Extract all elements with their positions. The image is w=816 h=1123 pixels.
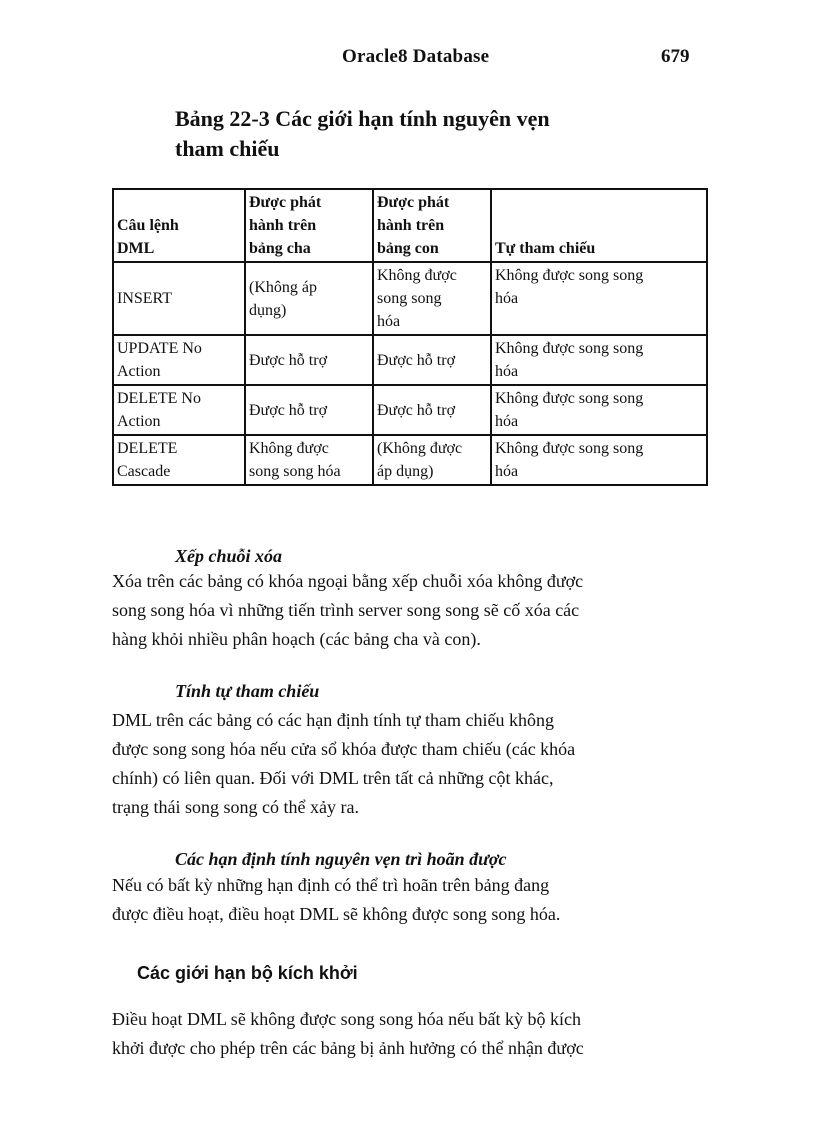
table-row <box>113 385 707 435</box>
cell-parent: Không được song song hóa <box>245 435 373 485</box>
cell-parent: Được hỗ trợ <box>245 335 373 385</box>
cell-self-reference: Không được song song hóa <box>491 435 707 485</box>
page-number: 679 <box>661 46 690 67</box>
table-row <box>113 435 707 485</box>
section-heading: Tính tự tham chiếu <box>175 681 320 701</box>
cell-self-reference: Không được song song hóa <box>491 262 707 335</box>
section-paragraph: Xóa trên các bảng có khóa ngoại bằng xếp chuỗi xóa không được song song hóa vì những tiến trình server song song sẽ cố xóa các hàng khỏi nhiều phân hoạch (các bảng cha và con). <box>112 571 584 649</box>
cell-statement: INSERT <box>113 262 245 335</box>
column-header-self-reference: Tự tham chiếu <box>491 189 707 262</box>
column-header-child: Được phát hành trên bảng con <box>373 189 491 262</box>
table-row <box>113 262 707 335</box>
cell-parent: Được hỗ trợ <box>245 385 373 435</box>
table-caption <box>175 104 645 164</box>
table-caption-line: Bảng 22-3 Các giới hạn tính nguyên vẹn <box>175 106 550 131</box>
running-title: Oracle8 Database <box>342 46 490 67</box>
integrity-limits-table <box>112 188 708 486</box>
cell-statement: DELETE Cascade <box>113 435 245 485</box>
table-caption-line: tham chiếu <box>175 136 280 161</box>
table-row <box>113 335 707 385</box>
cell-self-reference: Không được song song hóa <box>491 385 707 435</box>
cell-statement: DELETE No Action <box>113 385 245 435</box>
section-heading: Xếp chuỗi xóa <box>175 546 283 566</box>
cell-child: Được hỗ trợ <box>373 335 491 385</box>
column-header-parent: Được phát hành trên bảng cha <box>245 189 373 262</box>
section-paragraph: DML trên các bảng có các hạn định tính tự tham chiếu không được song song hóa nếu cửa sổ khóa được tham chiếu (các khóa chính) có liên quan. Đối với DML trên tất cả những cột khác, trạng thái song song có thể xảy ra. <box>112 710 576 817</box>
cell-statement: UPDATE No Action <box>113 335 245 385</box>
section-paragraph: Nếu có bất kỳ những hạn định có thể trì hoãn trên bảng đang được điều hoạt, điều hoạt DML sẽ không được song song hóa. <box>112 875 561 924</box>
section-heading: Các hạn định tính nguyên vẹn trì hoãn được <box>175 849 507 869</box>
column-header-statement: Câu lệnh DML <box>113 189 245 262</box>
cell-child: Được hỗ trợ <box>373 385 491 435</box>
table-header-row <box>113 189 707 262</box>
cell-child: Không được song song hóa <box>373 262 491 335</box>
trigger-section-heading: Các giới hạn bộ kích khởi <box>137 963 358 983</box>
cell-child: (Không được áp dụng) <box>373 435 491 485</box>
cell-parent: (Không áp dụng) <box>245 262 373 335</box>
cell-self-reference: Không được song song hóa <box>491 335 707 385</box>
trigger-section-paragraph: Điều hoạt DML sẽ không được song song hóa nếu bất kỳ bộ kích khởi được cho phép trên các bảng bị ảnh hưởng có thể nhận được <box>112 1009 584 1058</box>
page-header <box>0 46 816 72</box>
